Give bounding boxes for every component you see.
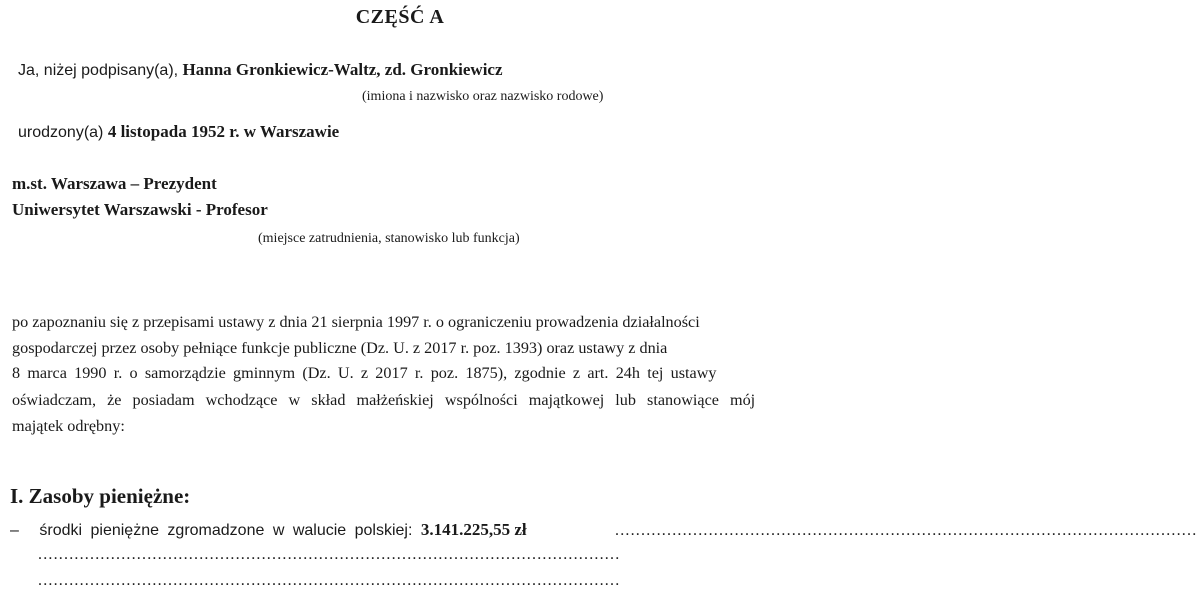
name-caption: (imiona i nazwisko oraz nazwisko rodowe) bbox=[362, 89, 604, 104]
statement-line-5: majątek odrębny: bbox=[12, 417, 125, 435]
dotted-fill-3: ................................................................................................................ bbox=[38, 572, 621, 589]
employment-line-1: m.st. Warszawa – Prezydent bbox=[12, 174, 217, 193]
statement-line-1: po zapoznaniu się z przepisami ustawy z dnia 21 sierpnia 1997 r. o ograniczeniu prowadzenia działalności bbox=[12, 313, 700, 331]
declarant-name: Hanna Gronkiewicz-Waltz, zd. Gronkiewicz bbox=[182, 60, 503, 79]
declarant-intro: Ja, niżej podpisany(a), bbox=[18, 62, 183, 79]
dotted-fill-2: ................................................................................................................ bbox=[38, 546, 621, 563]
page-title: CZĘŚĆ A bbox=[355, 6, 445, 28]
cash-item-line bbox=[10, 520, 527, 540]
employment-line-2: Uniwersytet Warszawski - Profesor bbox=[12, 200, 268, 219]
declarant-line bbox=[18, 60, 503, 80]
bullet-dash: – bbox=[10, 522, 19, 539]
employment-caption: (miejsce zatrudnienia, stanowisko lub funkcja) bbox=[258, 231, 520, 246]
section-heading-cash: I. Zasoby pieniężne: bbox=[10, 484, 191, 508]
birth-line bbox=[18, 122, 339, 142]
dotted-fill-1: ................................................................................................................ bbox=[615, 522, 1197, 539]
statement-line-2: gospodarczej przez osoby pełniące funkcje publiczne (Dz. U. z 2017 r. poz. 1393) oraz ustawy z dnia bbox=[12, 339, 668, 357]
cash-item-value: 3.141.225,55 zł bbox=[420, 520, 527, 539]
cash-item-label: środki pieniężne zgromadzone w walucie polskiej: bbox=[39, 522, 421, 539]
statement-line-3: 8 marca 1990 r. o samorządzie gminnym (Dz. U. z 2017 r. poz. 1875), zgodnie z art. 24h tej ustawy bbox=[12, 364, 717, 382]
birth-value: 4 listopada 1952 r. w Warszawie bbox=[107, 122, 340, 141]
statement-line-4: oświadczam, że posiadam wchodzące w skład małżeńskiej wspólności majątkowej lub stanowiące mój bbox=[12, 391, 756, 409]
birth-label: urodzony(a) bbox=[18, 124, 108, 141]
